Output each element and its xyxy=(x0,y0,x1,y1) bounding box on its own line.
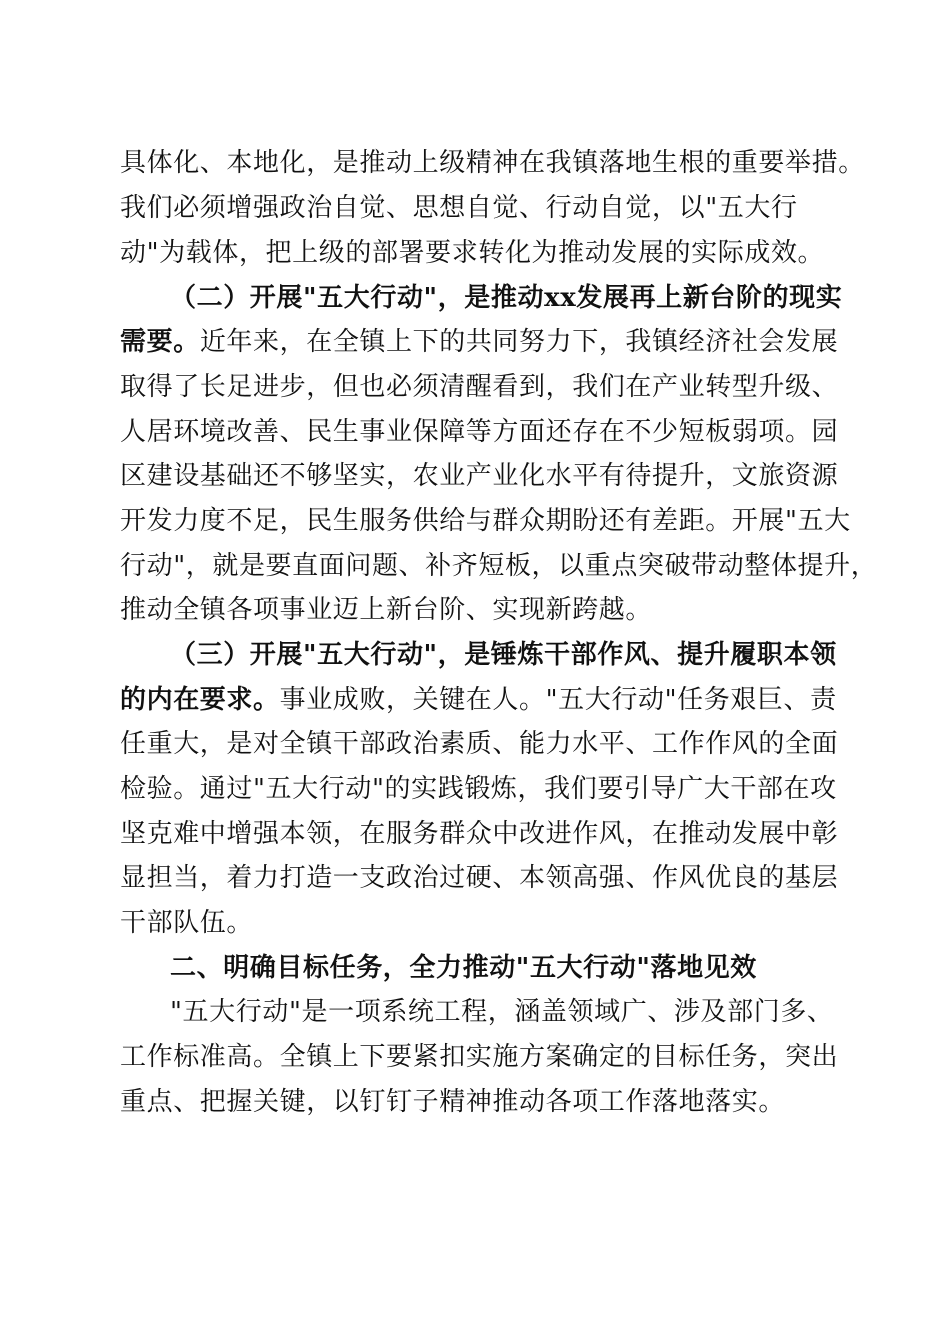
paragraph-line: 推动全镇各项事业迈上新台阶、实现新跨越。 xyxy=(120,595,653,625)
chapter-heading: 二、明确目标任务，全力推动"五大行动"落地见效 xyxy=(170,953,757,983)
section-heading-line: （三）开展"五大行动"，是锤炼干部作风、提升履职本领 xyxy=(170,640,837,670)
paragraph-line: 工作标准高。全镇上下要紧扣实施方案确定的目标任务，突出 xyxy=(120,1042,839,1072)
paragraph-line: 具体化、本地化，是推动上级精神在我镇落地生根的重要举措。 xyxy=(120,148,865,178)
paragraph-line: 任重大，是对全镇干部政治素质、能力水平、工作作风的全面 xyxy=(120,729,839,759)
section-heading-tail: 需要。 xyxy=(120,327,200,357)
paragraph-line: 显担当，着力打造一支政治过硬、本领高强、作风优良的基层 xyxy=(120,863,839,893)
paragraph-line: 开发力度不足，民生服务供给与群众期盼还有差距。开展"五大 xyxy=(120,506,851,536)
paragraph-line xyxy=(120,680,837,720)
paragraph-line: 我们必须增强政治自觉、思想自觉、行动自觉，以"五大行 xyxy=(120,193,798,223)
paragraph-line: 干部队伍。 xyxy=(120,908,254,938)
paragraph-line xyxy=(120,322,838,362)
paragraph-line: 行动"，就是要直面问题、补齐短板，以重点突破带动整体提升， xyxy=(120,551,878,581)
paragraph-line: 取得了长足进步，但也必须清醒看到，我们在产业转型升级、 xyxy=(120,372,839,402)
section-heading-tail: 的内在要求。 xyxy=(120,685,280,715)
paragraph-line: 动"为载体，把上级的部署要求转化为推动发展的实际成效。 xyxy=(120,238,825,268)
paragraph-line: 人居环境改善、民生事业保障等方面还存在不少短板弱项。园 xyxy=(120,417,839,447)
paragraph-text: 近年来，在全镇上下的共同努力下，我镇经济社会发展 xyxy=(199,327,839,357)
paragraph-line: "五大行动"是一项系统工程，涵盖领域广、涉及部门多、 xyxy=(170,997,834,1027)
section-heading-line: （二）开展"五大行动"，是推动xx发展再上新台阶的现实 xyxy=(170,283,843,313)
paragraph-line: 坚克难中增强本领，在服务群众中改进作风，在推动发展中彰 xyxy=(120,819,839,849)
paragraph-line: 区建设基础还不够坚实，农业产业化水平有待提升，文旅资源 xyxy=(120,461,839,491)
paragraph-line: 重点、把握关键，以钉钉子精神推动各项工作落地落实。 xyxy=(120,1087,786,1117)
paragraph-text: 事业成败，关键在人。"五大行动"任务艰巨、责 xyxy=(279,685,837,715)
paragraph-line: 检验。通过"五大行动"的实践锻炼，我们要引导广大干部在攻 xyxy=(120,774,837,804)
